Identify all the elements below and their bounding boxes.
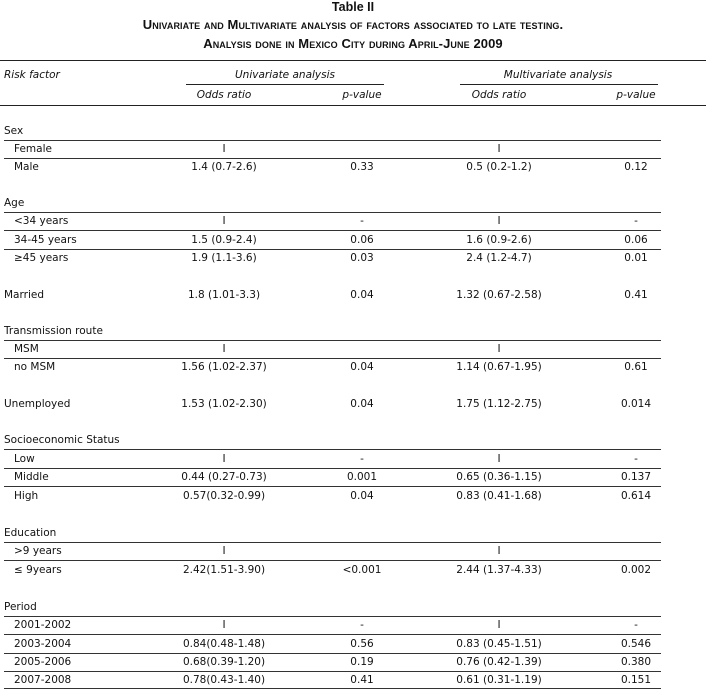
multivariate-odds-ratio: I	[497, 619, 501, 631]
row-label: MSM	[14, 343, 39, 355]
univariate-odds-ratio: I	[222, 545, 226, 557]
table-title-line1: Univariate and Multivariate analysis of factors associated to late testing.	[142, 17, 564, 32]
multivariate-odds-ratio: 0.83 (0.45-1.51)	[456, 638, 542, 650]
top-rule	[0, 60, 706, 61]
row-label: 2007-2008	[14, 674, 72, 686]
header-multivariate-p: p-value	[616, 89, 656, 101]
univariate-odds-ratio: I	[222, 619, 226, 631]
row-label: Middle	[14, 471, 49, 483]
row-label: no MSM	[14, 361, 56, 373]
univariate-rule	[186, 84, 384, 85]
table-title-line2: Analysis done in Mexico City during April-June 2009	[203, 36, 503, 51]
row-label: Low	[14, 453, 35, 465]
univariate-p-value: -	[360, 619, 364, 631]
univariate-p-value: 0.04	[350, 398, 374, 410]
row-label: ≤ 9years	[14, 564, 62, 576]
multivariate-p-value: -	[634, 619, 638, 631]
univariate-p-value: 0.33	[350, 161, 374, 173]
univariate-p-value: 0.04	[350, 289, 374, 301]
multivariate-p-value: 0.151	[620, 674, 652, 686]
row-separator	[4, 340, 661, 341]
univariate-p-value: -	[360, 215, 364, 227]
group-heading: Socioeconomic Status	[4, 434, 120, 446]
univariate-p-value: 0.04	[350, 361, 374, 373]
header-multivariate: Multivariate analysis	[503, 69, 613, 81]
header-univariate-p: p-value	[342, 89, 382, 101]
univariate-p-value: 0.19	[350, 656, 374, 668]
row-label: ≥45 years	[14, 252, 69, 264]
multivariate-odds-ratio: 0.76 (0.42-1.39)	[456, 656, 542, 668]
multivariate-p-value: 0.06	[624, 234, 648, 246]
multivariate-odds-ratio: 1.75 (1.12-2.75)	[456, 398, 542, 410]
univariate-odds-ratio: 0.57(0.32-0.99)	[182, 490, 266, 502]
header-univariate-odds: Odds ratio	[196, 89, 252, 101]
group-heading: Period	[4, 601, 37, 613]
univariate-odds-ratio: I	[222, 143, 226, 155]
univariate-odds-ratio: 0.78(0.43-1.40)	[182, 674, 266, 686]
multivariate-odds-ratio: I	[497, 343, 501, 355]
univariate-p-value: 0.41	[350, 674, 374, 686]
row-label: Married	[4, 289, 44, 301]
row-separator	[4, 671, 661, 672]
row-separator	[4, 212, 661, 213]
multivariate-odds-ratio: 0.61 (0.31-1.19)	[456, 674, 542, 686]
row-separator	[4, 230, 661, 231]
row-label: High	[14, 490, 39, 502]
multivariate-rule	[460, 84, 658, 85]
multivariate-p-value: 0.380	[620, 656, 652, 668]
multivariate-p-value: 0.01	[624, 252, 648, 264]
univariate-odds-ratio: 1.5 (0.9-2.4)	[191, 234, 257, 246]
row-separator	[4, 486, 661, 487]
group-heading: Transmission route	[4, 325, 103, 337]
univariate-odds-ratio: 0.44 (0.27-0.73)	[181, 471, 267, 483]
univariate-odds-ratio: 0.68(0.39-1.20)	[182, 656, 266, 668]
univariate-p-value: 0.56	[350, 638, 374, 650]
multivariate-odds-ratio: 0.5 (0.2-1.2)	[466, 161, 532, 173]
multivariate-p-value: 0.002	[620, 564, 652, 576]
univariate-odds-ratio: 1.56 (1.02-2.37)	[181, 361, 267, 373]
row-label: Male	[14, 161, 39, 173]
univariate-p-value: 0.06	[350, 234, 374, 246]
multivariate-p-value: 0.546	[620, 638, 652, 650]
multivariate-p-value: 0.614	[620, 490, 652, 502]
univariate-odds-ratio: I	[222, 453, 226, 465]
row-separator	[4, 140, 661, 141]
univariate-p-value: -	[360, 453, 364, 465]
multivariate-odds-ratio: 2.44 (1.37-4.33)	[456, 564, 542, 576]
multivariate-p-value: 0.12	[624, 161, 648, 173]
univariate-p-value: <0.001	[342, 564, 382, 576]
row-separator	[4, 449, 661, 450]
multivariate-odds-ratio: I	[497, 545, 501, 557]
multivariate-odds-ratio: 0.83 (0.41-1.68)	[456, 490, 542, 502]
row-separator	[4, 358, 661, 359]
multivariate-odds-ratio: 2.4 (1.2-4.7)	[466, 252, 532, 264]
group-heading: Age	[4, 197, 25, 209]
multivariate-p-value: -	[634, 453, 638, 465]
table-label: Table II	[331, 0, 375, 14]
row-separator	[4, 560, 661, 561]
multivariate-odds-ratio: 0.65 (0.36-1.15)	[456, 471, 542, 483]
univariate-odds-ratio: 1.8 (1.01-3.3)	[187, 289, 261, 301]
univariate-p-value: 0.03	[350, 252, 374, 264]
row-separator	[4, 634, 661, 635]
row-label: Female	[14, 143, 52, 155]
univariate-p-value: 0.04	[350, 490, 374, 502]
multivariate-p-value: 0.014	[620, 398, 652, 410]
multivariate-odds-ratio: 1.32 (0.67-2.58)	[456, 289, 542, 301]
univariate-odds-ratio: 1.53 (1.02-2.30)	[181, 398, 267, 410]
row-separator	[4, 158, 661, 159]
row-label: 2001-2002	[14, 619, 72, 631]
multivariate-odds-ratio: 1.14 (0.67-1.95)	[456, 361, 542, 373]
group-heading: Education	[4, 527, 57, 539]
row-label: Unemployed	[4, 398, 71, 410]
multivariate-p-value: 0.61	[624, 361, 648, 373]
header-bottom-rule	[0, 105, 706, 106]
header-multivariate-odds: Odds ratio	[471, 89, 527, 101]
univariate-odds-ratio: I	[222, 343, 226, 355]
row-separator	[4, 542, 661, 543]
multivariate-p-value: 0.137	[620, 471, 652, 483]
header-univariate: Univariate analysis	[234, 69, 336, 81]
univariate-odds-ratio: 1.4 (0.7-2.6)	[191, 161, 257, 173]
multivariate-odds-ratio: I	[497, 215, 501, 227]
row-separator	[4, 616, 661, 617]
multivariate-odds-ratio: I	[497, 453, 501, 465]
row-label: 2005-2006	[14, 656, 72, 668]
group-heading: Sex	[4, 125, 24, 137]
row-label: 2003-2004	[14, 638, 72, 650]
univariate-odds-ratio: I	[222, 215, 226, 227]
row-separator	[4, 653, 661, 654]
row-label: <34 years	[14, 215, 69, 227]
row-separator	[4, 249, 661, 250]
univariate-odds-ratio: 0.84(0.48-1.48)	[182, 638, 266, 650]
multivariate-odds-ratio: 1.6 (0.9-2.6)	[466, 234, 532, 246]
row-separator	[4, 468, 661, 469]
univariate-p-value: 0.001	[346, 471, 378, 483]
header-risk-factor: Risk factor	[4, 69, 60, 81]
row-label: >9 years	[14, 545, 62, 557]
univariate-odds-ratio: 2.42(1.51-3.90)	[182, 564, 266, 576]
multivariate-odds-ratio: I	[497, 143, 501, 155]
multivariate-p-value: -	[634, 215, 638, 227]
row-label: 34-45 years	[14, 234, 77, 246]
multivariate-p-value: 0.41	[624, 289, 648, 301]
univariate-odds-ratio: 1.9 (1.1-3.6)	[191, 252, 257, 264]
